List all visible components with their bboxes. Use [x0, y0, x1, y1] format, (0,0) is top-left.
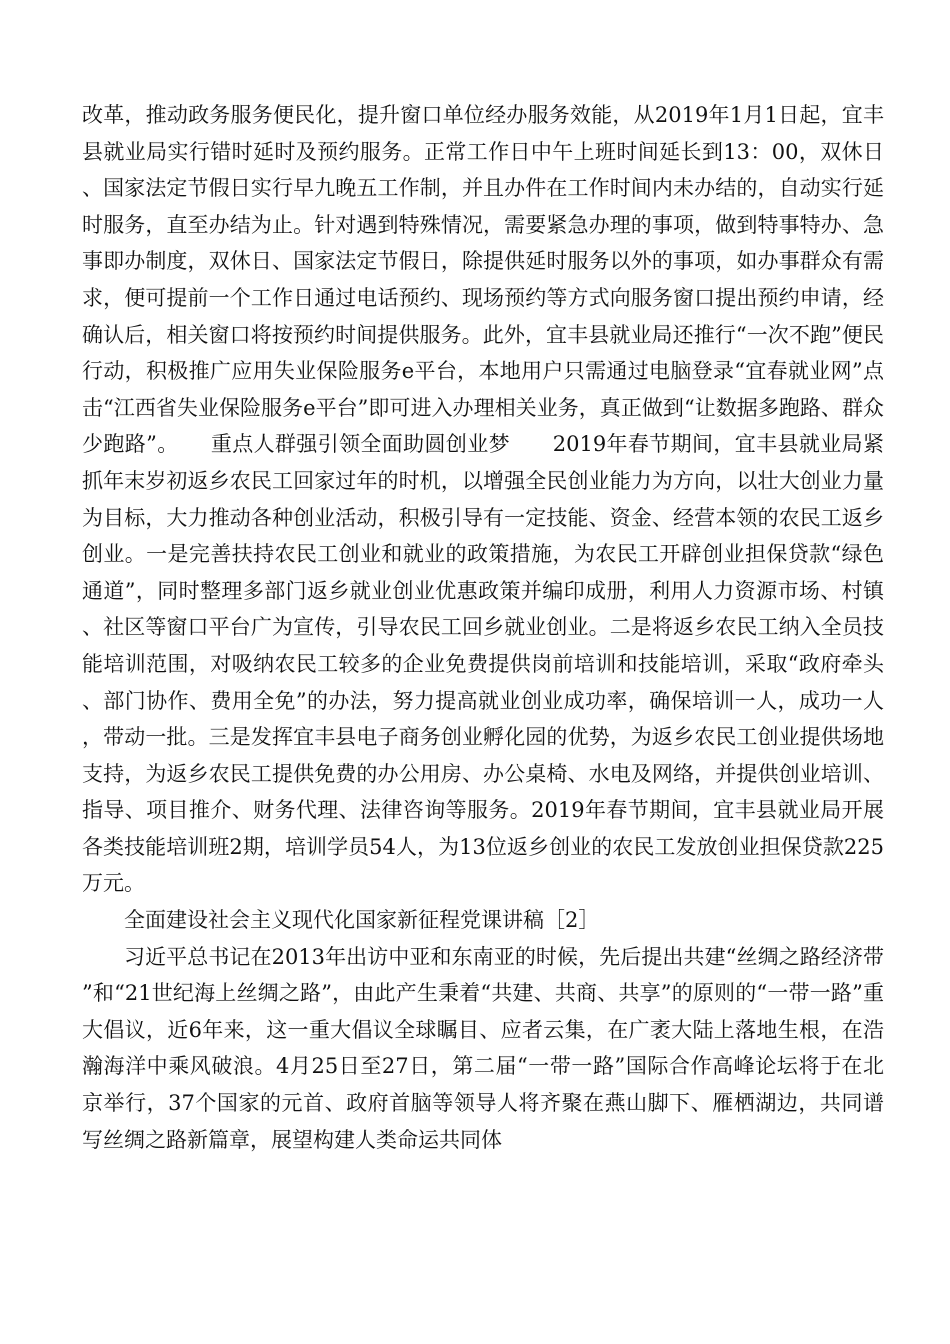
body-paragraph-employment-services: 改革，推动政务服务便民化，提升窗口单位经办服务效能，从2019年1月1日起，宜丰县就业局实行错时延时及预约服务。正常工作日中午上班时间延长到13：00，双休日、国家法定节假日实行早九晚五工作制，并且办件在工作时间内未办结的，自动实行延时服务，直至办结为止。针对遇到特殊情况，需要紧急办理的事项，做到特事特办、急事即办制度，双休日、国家法定节假日，除提供延时服务以外的事项，如办事群众有需求，便可提前一个工作日通过电话预约、现场预约等方式向服务窗口提出预约申请，经确认后，相关窗口将按预约时间提供服务。此外，宜丰县就业局还推行“一次不跑”便民行动，积极推广应用失业保险服务e平台，本地用户只需通过电脑登录“宜春就业网”点击“江西省失业保险服务e平台”即可进入办理相关业务，真正做到“让数据多跑路、群众少跑路”。 重点人群强引领全面助圆创业梦 2019年春节期间，宜丰县就业局紧抓年末岁初返乡农民工回家过年的时机，以增强全民创业能力为方向，以壮大创业力量为目标，大力推动各种创业活动，积极引导有一定技能、资金、经营本领的农民工返乡创业。一是完善扶持农民工创业和就业的政策措施，为农民工开辟创业担保贷款“绿色通道”，同时整理多部门返乡就业创业优惠政策并编印成册，利用人力资源市场、村镇、社区等窗口平台广为宣传，引导农民工回乡就业创业。二是将返乡农民工纳入全员技能培训范围，对吸纳农民工较多的企业免费提供岗前培训和技能培训，采取“政府牵头、部门协作、费用全免”的办法，努力提高就业创业成功率，确保培训一人，成功一人，带动一批。三是发挥宜丰县电子商务创业孵化园的优势，为返乡农民工创业提供场地支持，为返乡农民工提供免费的办公用房、办公桌椅、水电及网络，并提供创业培训、指导、项目推介、财务代理、法律咨询等服务。2019年春节期间，宜丰县就业局开展各类技能培训班2期，培训学员54人，为13位返乡创业的农民工发放创业担保贷款225万元。 — [82, 103, 884, 896]
document-page — [82, 97, 884, 1158]
section-heading: 全面建设社会主义现代化国家新征程党课讲稿［2］ — [124, 908, 600, 933]
body-paragraph-belt-and-road: 习近平总书记在2013年出访中亚和东南亚的时候，先后提出共建“丝绸之路经济带”和“21世纪海上丝绸之路”，由此产生秉着“共建、共商、共享”的原则的“一带一路”重大倡议，近6年来，这一重大倡议全球瞩目、应者云集，在广袤大陆上落地生根，在浩瀚海洋中乘风破浪。4月25日至27日，第二届“一带一路”国际合作高峰论坛将于在北京举行，37个国家的元首、政府首脑等领导人将齐聚在燕山脚下、雁栖湖边，共同谱写丝绸之路新篇章，展望构建人类命运共同体 — [82, 944, 884, 1152]
